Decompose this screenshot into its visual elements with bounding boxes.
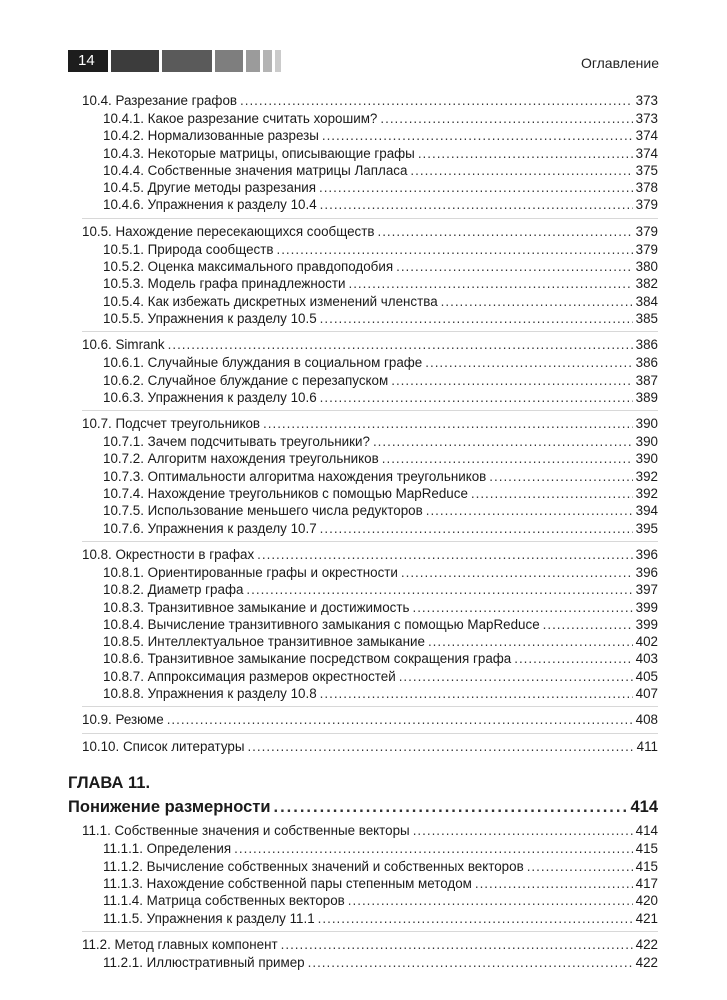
- toc-section: [82, 545, 658, 707]
- toc-subsection-entry-page: 397: [635, 582, 658, 598]
- dot-leader: [412, 599, 632, 616]
- toc-subsection-entry-page: 374: [635, 128, 658, 144]
- toc-section: [82, 935, 658, 975]
- toc-subsection-entry-title: 10.8.6. Транзитивное замыкание посредством сокращения графа: [103, 651, 512, 667]
- toc-section-entry-page: 386: [635, 337, 658, 353]
- dot-leader: [380, 110, 632, 127]
- dot-leader: [471, 485, 633, 502]
- dot-leader: [274, 795, 628, 819]
- toc-section-entry: [82, 710, 658, 729]
- toc-section: [82, 335, 658, 411]
- toc-subsection-entry-title: 10.7.1. Зачем подсчитывать треугольники?: [103, 434, 370, 450]
- page-header-bar: [68, 50, 281, 72]
- dot-leader: [399, 668, 633, 685]
- toc-subsection-entry: [82, 875, 658, 892]
- toc-subsection-entry-title: 10.4.1. Какое разрезание считать хорошим?: [103, 111, 378, 126]
- toc-section: [82, 91, 658, 219]
- dot-leader: [247, 737, 633, 756]
- toc-section-entry-title: 10.4. Разрезание графов: [82, 93, 238, 108]
- toc-section-entry-page: 411: [636, 739, 658, 755]
- toc-section-entry: [82, 737, 658, 756]
- toc-subsection-entry-title: 10.8.4. Вычисление транзитивного замыкания с помощью MapReduce: [103, 616, 540, 632]
- header-decoration-block: [275, 50, 281, 72]
- toc-subsection-entry-title: 10.4.3. Некоторые матрицы, описывающие графы: [103, 145, 415, 161]
- toc-subsection-entry-title: 10.4.4. Собственные значения матрицы Лапласа: [103, 162, 408, 178]
- toc-subsection-entry-page: 415: [635, 858, 658, 874]
- dot-leader: [543, 616, 633, 633]
- toc-section-entry-title: 10.9. Резюме: [82, 712, 164, 728]
- toc-subsection-entry-page: 392: [635, 486, 658, 502]
- toc-section-entry-page: 396: [635, 546, 658, 562]
- toc-subsection-entry-page: 375: [635, 162, 658, 178]
- toc-section-entry-title: 10.6. Simrank: [82, 337, 165, 353]
- header-decoration-block: [111, 50, 159, 72]
- chapter-title-row: [68, 795, 658, 819]
- toc-section-entry-title: 10.8. Окрестности в графах: [82, 546, 255, 562]
- toc-section-entry: [82, 935, 658, 954]
- toc-subsection-entry-page: 390: [635, 434, 658, 450]
- dot-leader: [418, 145, 633, 162]
- toc-subsection-entry: [82, 145, 658, 162]
- toc-subsection-entry-page: 399: [635, 616, 658, 632]
- chapter-label: ГЛАВА 11.: [68, 774, 151, 793]
- toc-subsection-entry-title: 11.2.1. Иллюстративный пример: [103, 954, 305, 970]
- dot-leader: [319, 179, 633, 196]
- dot-leader: [240, 91, 633, 110]
- toc-subsection-entry-page: 417: [635, 875, 658, 891]
- toc-subsection-entry-title: 10.4.6. Упражнения к разделу 10.4: [103, 197, 317, 213]
- toc-subsection-entry: [82, 892, 658, 909]
- dot-leader: [234, 840, 633, 857]
- toc-subsection-entry-title: 10.7.5. Использование меньшего числа редукторов: [103, 503, 423, 519]
- dot-leader: [413, 821, 633, 840]
- toc-subsection-entry: [82, 310, 658, 327]
- toc-section-entry-page: 373: [635, 93, 658, 108]
- dot-leader: [410, 162, 632, 179]
- toc-section-entry-title: 11.2. Метод главных компонент: [82, 936, 278, 952]
- toc-section-entry: [82, 414, 658, 433]
- dot-leader: [168, 335, 633, 354]
- dot-leader: [348, 275, 632, 292]
- toc-subsection-entry-page: 421: [635, 910, 658, 926]
- toc-subsection-entry-page: 395: [635, 520, 658, 536]
- toc-sections-chapter-11: [82, 821, 658, 975]
- toc-section-entry-title: 11.1. Собственные значения и собственные векторы: [82, 823, 410, 839]
- toc-section-entry-title: 10.7. Подсчет треугольников: [82, 416, 261, 432]
- dot-leader: [308, 954, 633, 971]
- dot-leader: [320, 196, 633, 213]
- toc-subsection-entry: [82, 372, 658, 389]
- toc-subsection-entry: [82, 468, 658, 485]
- toc-subsection-entry-title: 11.1.4. Матрица собственных векторов: [103, 893, 345, 909]
- toc-section: [82, 710, 658, 734]
- toc-subsection-entry-title: 10.4.2. Нормализованные разрезы: [103, 128, 319, 144]
- toc-subsection-entry-title: 10.5.3. Модель графа принадлежности: [103, 276, 346, 292]
- toc-subsection-entry: [82, 485, 658, 502]
- toc-subsection-entry: [82, 293, 658, 310]
- toc-subsection-entry-page: 390: [635, 451, 658, 467]
- toc-subsection-entry: [82, 389, 658, 406]
- dot-leader: [396, 258, 633, 275]
- toc-subsection-entry-title: 10.8.8. Упражнения к разделу 10.8: [103, 686, 317, 702]
- toc-subsection-entry-title: 10.7.3. Оптимальности алгоритма нахождения треугольников: [103, 468, 487, 484]
- dot-leader: [281, 935, 633, 954]
- toc-subsection-entry-title: 10.8.5. Интеллектуальное транзитивное замыкание: [103, 634, 425, 650]
- toc-subsection-entry-page: 396: [635, 564, 658, 580]
- toc-subsection-entry-page: 405: [635, 668, 658, 684]
- toc-subsection-entry: [82, 127, 658, 144]
- toc-subsection-entry: [82, 858, 658, 875]
- toc-subsection-entry: [82, 110, 658, 127]
- dot-leader: [377, 222, 632, 241]
- toc-subsection-entry-page: 389: [635, 389, 658, 405]
- dot-leader: [475, 875, 633, 892]
- toc-sections-chapter-10: [82, 91, 658, 760]
- header-decoration-block: [246, 50, 260, 72]
- toc-subsection-entry-page: 380: [635, 259, 658, 275]
- toc-subsection-entry-title: 10.7.2. Алгоритм нахождения треугольников: [103, 451, 379, 467]
- dot-leader: [489, 468, 632, 485]
- toc-section-entry-page: 422: [635, 936, 658, 952]
- toc-subsection-entry-page: 384: [635, 293, 658, 309]
- dot-leader: [246, 581, 632, 598]
- toc-subsection-entry-title: 10.7.6. Упражнения к разделу 10.7: [103, 520, 317, 536]
- toc-subsection-entry-title: 10.6.2. Случайное блуждание с перезапуском: [103, 372, 389, 388]
- dot-leader: [441, 293, 633, 310]
- toc-section: [82, 737, 658, 760]
- toc-subsection-entry-title: 11.1.2. Вычисление собственных значений и собственных векторов: [103, 858, 524, 874]
- toc-subsection-entry-page: 415: [635, 841, 658, 857]
- header-decoration-block: [215, 50, 243, 72]
- dot-leader: [167, 710, 633, 729]
- toc-subsection-entry-page: 394: [635, 503, 658, 519]
- toc-subsection-entry-page: 379: [635, 197, 658, 213]
- toc-subsection-entry-page: 399: [635, 599, 658, 615]
- dot-leader: [320, 389, 633, 406]
- toc-subsection-entry-title: 10.5.4. Как избежать дискретных изменений членства: [103, 293, 438, 309]
- toc-subsection-entry: [82, 840, 658, 857]
- toc-subsection-entry-title: 10.5.5. Упражнения к разделу 10.5: [103, 310, 317, 326]
- toc-subsection-entry-title: 10.5.1. Природа сообществ: [103, 241, 274, 257]
- toc-subsection-entry-title: 10.5.2. Оценка максимального правдоподобия: [103, 259, 394, 275]
- toc-subsection-entry: [82, 581, 658, 598]
- toc-section-entry-page: 414: [635, 823, 658, 839]
- dot-leader: [320, 310, 633, 327]
- toc-section: [82, 821, 658, 931]
- toc-section-entry: [82, 335, 658, 354]
- toc-subsection-entry-page: 422: [635, 954, 658, 970]
- toc-section-entry-title: 10.10. Список литературы: [82, 739, 245, 755]
- dot-leader: [320, 685, 633, 702]
- toc-subsection-entry-title: 10.8.1. Ориентированные графы и окрестности: [103, 564, 398, 580]
- toc-section-entry: [82, 821, 658, 840]
- dot-leader: [425, 354, 632, 371]
- toc-subsection-entry: [82, 179, 658, 196]
- toc-subsection-entry: [82, 599, 658, 616]
- dot-leader: [382, 450, 633, 467]
- toc-subsection-entry-title: 11.1.1. Определения: [103, 841, 232, 857]
- toc-section-entry: [82, 222, 658, 241]
- toc-subsection-entry: [82, 502, 658, 519]
- toc-subsection-entry: [82, 520, 658, 537]
- toc-subsection-entry: [82, 162, 658, 179]
- toc-section-entry: [82, 91, 658, 110]
- toc-section-entry-page: 379: [635, 223, 658, 239]
- table-of-contents: [68, 91, 658, 978]
- toc-subsection-entry-page: 374: [635, 145, 658, 161]
- toc-subsection-entry-page: 373: [635, 111, 658, 126]
- header-decoration-block: [263, 50, 272, 72]
- toc-subsection-entry-page: 386: [635, 355, 658, 371]
- toc-subsection-entry-page: 385: [635, 310, 658, 326]
- toc-subsection-entry-page: 402: [635, 634, 658, 650]
- dot-leader: [527, 858, 633, 875]
- header-decoration-block: [162, 50, 212, 72]
- toc-subsection-entry: [82, 241, 658, 258]
- dot-leader: [373, 433, 633, 450]
- dot-leader: [426, 502, 633, 519]
- toc-subsection-entry-title: 10.6.3. Упражнения к разделу 10.6: [103, 389, 317, 405]
- toc-subsection-entry-title: 10.8.2. Диаметр графа: [103, 582, 244, 598]
- toc-subsection-entry-page: 403: [635, 651, 658, 667]
- toc-subsection-entry: [82, 354, 658, 371]
- dot-leader: [514, 650, 632, 667]
- toc-section-entry-page: 390: [635, 416, 658, 432]
- toc-subsection-entry-title: 10.6.1. Случайные блуждания в социальном графе: [103, 355, 423, 371]
- toc-subsection-entry: [82, 433, 658, 450]
- toc-section-entry: [82, 545, 658, 564]
- toc-subsection-entry-page: 420: [635, 893, 658, 909]
- toc-section-entry-title: 10.5. Нахождение пересекающихся сообществ: [82, 223, 375, 239]
- toc-subsection-entry-title: 10.8.7. Аппроксимация размеров окрестностей: [103, 668, 396, 684]
- dot-leader: [322, 127, 633, 144]
- toc-section: [82, 222, 658, 332]
- toc-subsection-entry: [82, 564, 658, 581]
- toc-subsection-entry-title: 10.4.5. Другие методы разрезания: [103, 180, 316, 196]
- chapter-heading: [68, 772, 658, 819]
- chapter-page: 414: [630, 798, 658, 817]
- toc-subsection-entry-title: 11.1.3. Нахождение собственной пары степенным методом: [103, 875, 472, 891]
- toc-subsection-entry: [82, 954, 658, 971]
- dot-leader: [428, 633, 633, 650]
- toc-subsection-entry: [82, 196, 658, 213]
- toc-subsection-entry-page: 407: [635, 686, 658, 702]
- toc-subsection-entry: [82, 633, 658, 650]
- dot-leader: [263, 414, 633, 433]
- toc-section-entry-page: 408: [635, 712, 658, 728]
- toc-subsection-entry: [82, 275, 658, 292]
- dot-leader: [276, 241, 632, 258]
- dot-leader: [401, 564, 633, 581]
- toc-subsection-entry-page: 379: [635, 241, 658, 257]
- toc-subsection-entry-page: 392: [635, 468, 658, 484]
- dot-leader: [391, 372, 632, 389]
- toc-subsection-entry-title: 10.8.3. Транзитивное замыкание и достижимость: [103, 599, 410, 615]
- dot-leader: [348, 892, 633, 909]
- dot-leader: [320, 520, 633, 537]
- toc-subsection-entry: [82, 685, 658, 702]
- toc-subsection-entry: [82, 650, 658, 667]
- toc-subsection-entry-page: 387: [635, 372, 658, 388]
- toc-subsection-entry: [82, 258, 658, 275]
- toc-subsection-entry-title: 10.7.4. Нахождение треугольников с помощью MapReduce: [103, 486, 468, 502]
- toc-subsection-entry-page: 382: [635, 276, 658, 292]
- toc-subsection-entry: [82, 616, 658, 633]
- toc-subsection-entry-page: 378: [635, 180, 658, 196]
- running-title: Оглавление: [580, 55, 659, 71]
- toc-subsection-entry: [82, 450, 658, 467]
- chapter-title: Понижение размерности: [68, 798, 271, 817]
- toc-subsection-entry: [82, 668, 658, 685]
- toc-subsection-entry-title: 11.1.5. Упражнения к разделу 11.1: [103, 910, 315, 926]
- toc-section: [82, 414, 658, 542]
- toc-subsection-entry: [82, 910, 658, 927]
- dot-leader: [257, 545, 633, 564]
- dot-leader: [318, 910, 633, 927]
- page-number: 14: [68, 50, 108, 72]
